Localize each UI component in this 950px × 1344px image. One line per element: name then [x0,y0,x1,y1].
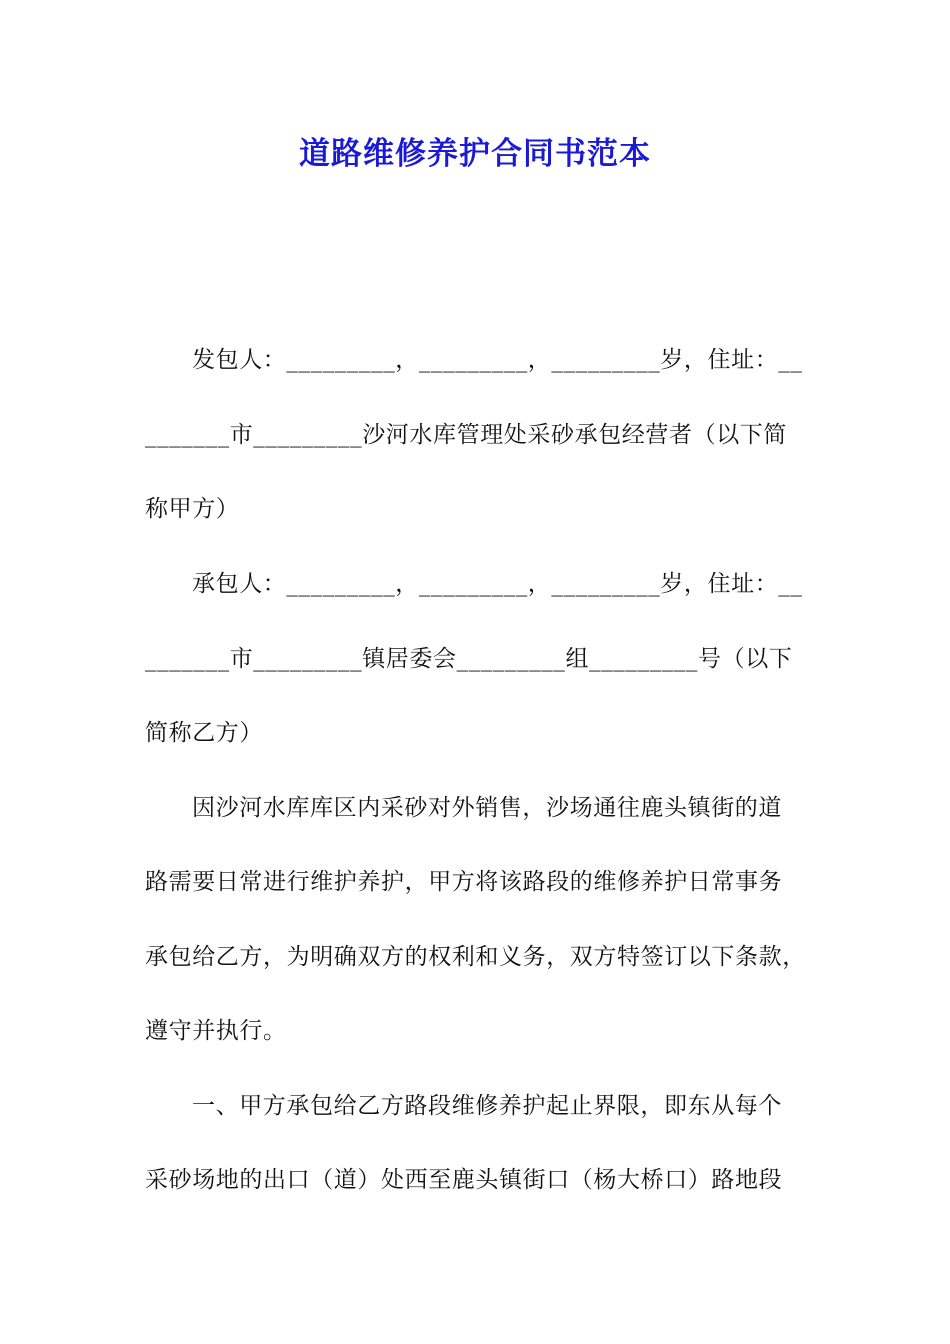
party-b-line-3: 简称乙方） [145,720,263,746]
document-title: 道路维修养护合同书范本 [299,136,651,172]
party-a-line-1: 发包人：_________，_________，_________岁，住址：__ [192,347,803,373]
preamble-line-4: 遵守并执行。 [145,1018,287,1044]
party-a-line-3: 称甲方） [145,496,240,522]
preamble-line-2: 路需要日常进行维护养护，甲方将该路段的维修养护日常事务 [145,869,783,895]
party-b-line-2: _______市_________镇居委会_________组_________号（以下 [145,646,793,672]
party-b-line-1: 承包人：_________，_________，_________岁，住址：__ [192,571,803,597]
clause-1-line-1: 一、甲方承包给乙方路段维修养护起止界限，即东从每个 [192,1093,782,1119]
party-a-line-2: _______市_________沙河水库管理处采砂承包经营者（以下简 [145,422,787,448]
preamble-line-3: 承包给乙方，为明确双方的权利和义务，双方特签订以下条款， [145,944,806,970]
preamble-line-1: 因沙河水库库区内采砂对外销售，沙场通往鹿头镇街的道 [192,795,782,821]
clause-1-line-2: 采砂场地的出口（道）处西至鹿头镇街口（杨大桥口）路地段 [145,1167,783,1193]
